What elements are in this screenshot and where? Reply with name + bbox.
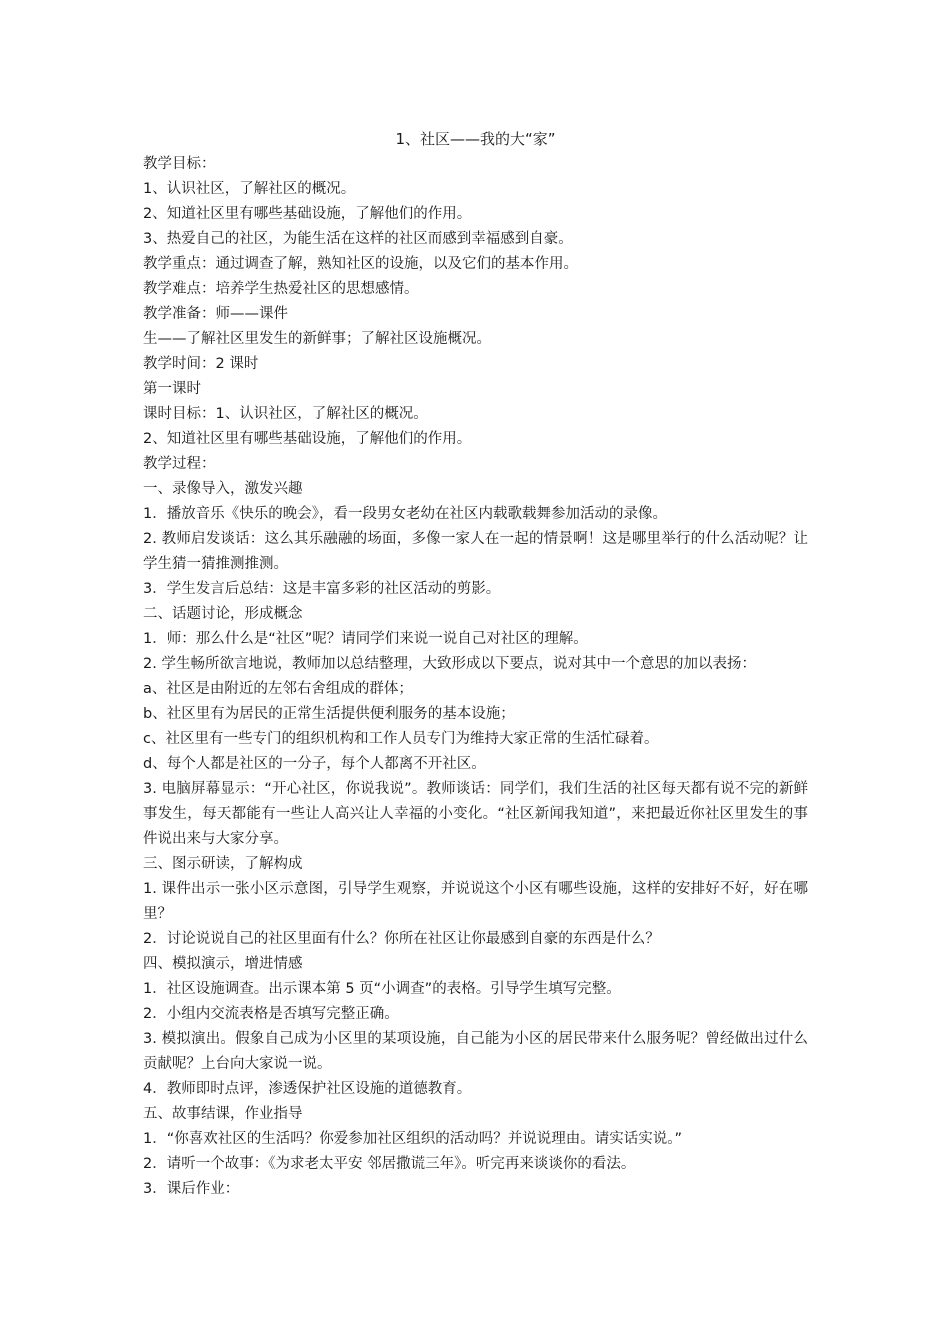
document-title: 1、社区——我的大“家” (395, 130, 556, 148)
text-line: 三、图示研读，了解构成 (143, 856, 303, 872)
text-line: c、社区里有一些专门的组织机构和工作人员专门为维持大家正常的生活忙碌着。 (143, 731, 659, 747)
text-line: 2．讨论说说自己的社区里面有什么？你所在社区让你最感到自豪的东西是什么？ (143, 931, 660, 947)
text-line: 第一课时 (143, 381, 201, 397)
text-line: 教学难点：培养学生热爱社区的思想感情。 (143, 281, 419, 297)
text-line: 1．社区设施调查。出示课本第 5 页“小调查”的表格。引导学生填写完整。 (143, 981, 621, 997)
text-line: 1．“你喜欢社区的生活吗？你爱参加社区组织的活动吗？并说说理由。请实话实说。” (143, 1131, 682, 1147)
text-line: 教学时间：2 课时 (143, 356, 259, 372)
text-line: 教学重点：通过调查了解，熟知社区的设施，以及它们的基本作用。 (143, 256, 578, 272)
text-line: 一、录像导入，激发兴趣 (143, 481, 303, 497)
text-line: 教学目标： (143, 156, 216, 172)
text-line: 2、知道社区里有哪些基础设施，了解他们的作用。 (143, 206, 472, 222)
text-paragraph: 3. 电脑屏幕显示：“开心社区，你说我说”。教师谈话：同学们，我们生活的社区每天都有说不完的新鲜事发生，每天都能有一些让人高兴让人幸福的小变化。“社区新闻我知道”，来把最近你社区里发生的事件说出来与大家分享。 (143, 781, 808, 847)
text-line: 2．小组内交流表格是否填写完整正确。 (143, 1006, 399, 1022)
text-line: 2、知道社区里有哪些基础设施，了解他们的作用。 (143, 431, 472, 447)
text-line: a、社区是由附近的左邻右舍组成的群体； (143, 681, 413, 697)
text-line: 3．课后作业： (143, 1181, 240, 1197)
text-line: d、每个人都是社区的一分子，每个人都离不开社区。 (143, 756, 486, 772)
text-line: 1．师：那么什么是“社区”呢？请同学们来说一说自己对社区的理解。 (143, 631, 588, 647)
text-line: 生——了解社区里发生的新鲜事；了解社区设施概况。 (143, 331, 491, 347)
text-line: b、社区里有为居民的正常生活提供便利服务的基本设施； (143, 706, 515, 722)
text-paragraph: 2. 教师启发谈话：这么其乐融融的场面，多像一家人在一起的情景啊！这是哪里举行的什么活动呢？让学生猜一猜推测推测。 (143, 531, 808, 572)
text-line: 1、认识社区，了解社区的概况。 (143, 181, 356, 197)
text-line: 课时目标：1、认识社区，了解社区的概况。 (143, 406, 428, 422)
text-line: 3．学生发言后总结：这是丰富多彩的社区活动的剪影。 (143, 581, 501, 597)
text-line: 1．播放音乐《快乐的晚会》，看一段男女老幼在社区内载歌载舞参加活动的录像。 (143, 506, 667, 522)
text-line: 五、故事结课，作业指导 (143, 1106, 303, 1122)
document-page (143, 127, 808, 1202)
text-line: 教学准备：师——课件 (143, 306, 288, 322)
text-paragraph: 1. 课件出示一张小区示意图，引导学生观察，并说说这个小区有哪些设施，这样的安排好不好，好在哪里？ (143, 881, 808, 922)
text-line: 四、模拟演示，增进情感 (143, 956, 303, 972)
text-paragraph: 2. 学生畅所欲言地说，教师加以总结整理，大致形成以下要点，说对其中一个意思的加以表扬： (143, 656, 756, 672)
text-line: 4．教师即时点评，渗透保护社区设施的道德教育。 (143, 1081, 472, 1097)
text-line: 2．请听一个故事：《为求老太平安 邻居撒谎三年》。听完再来谈谈你的看法。 (143, 1156, 636, 1172)
text-paragraph: 3. 模拟演出。假象自己成为小区里的某项设施，自己能为小区的居民带来什么服务呢？曾经做出过什么贡献呢？上台向大家说一说。 (143, 1031, 808, 1072)
text-line: 教学过程： (143, 456, 216, 472)
text-line: 3、热爱自己的社区，为能生活在这样的社区而感到幸福感到自豪。 (143, 231, 573, 247)
text-line: 二、话题讨论，形成概念 (143, 606, 303, 622)
